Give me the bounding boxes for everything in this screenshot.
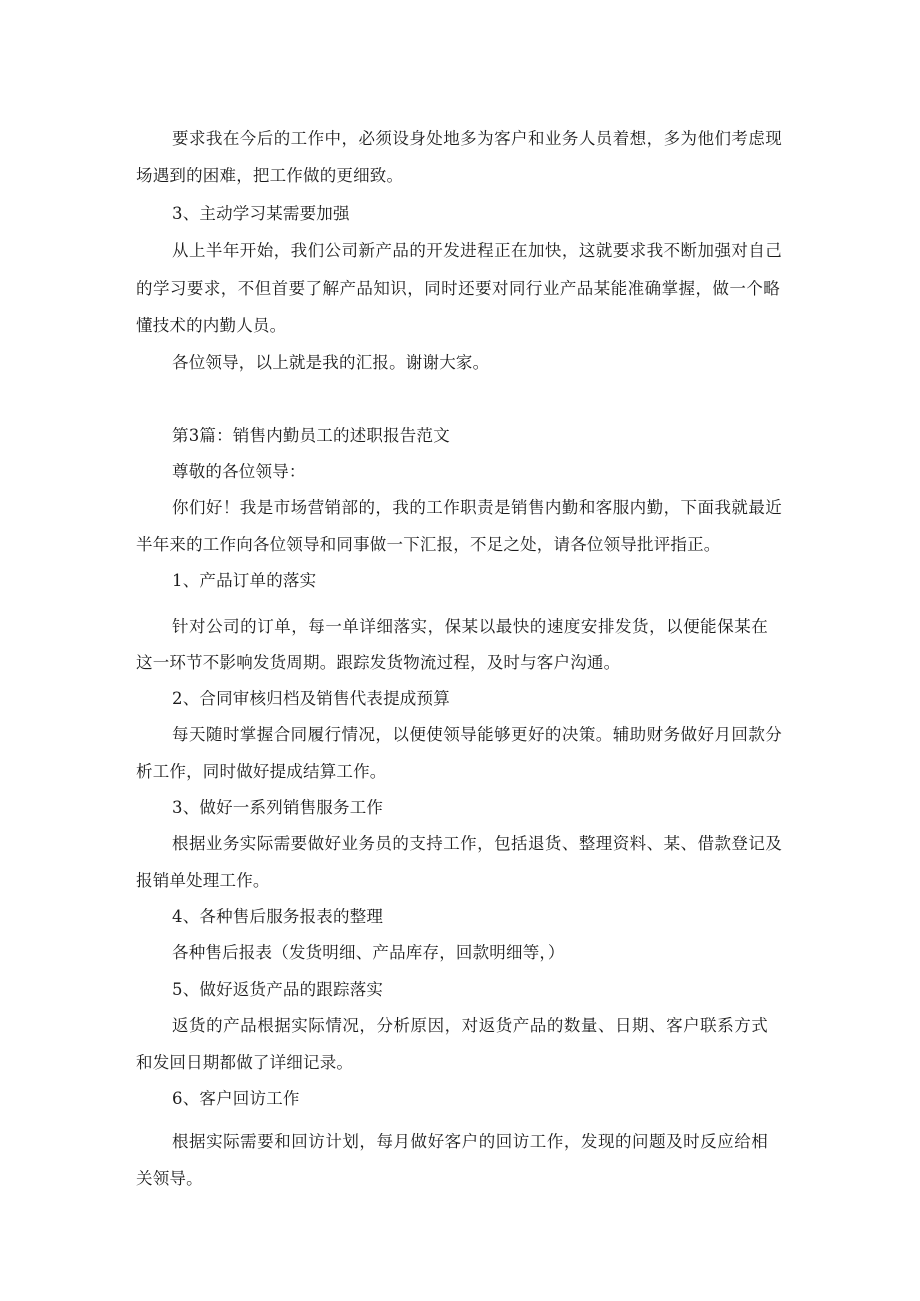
paragraph-line: 懂技术的内勤人员。: [136, 316, 287, 335]
paragraph-line: 报销单处理工作。: [136, 871, 270, 890]
paragraph-line: 从上半年开始，我们公司新产品的开发进程正在加快，这就要求我不断加强对自己: [172, 241, 782, 260]
paragraph-line: 根据实际需要和回访计划，每月做好客户的回访工作，发现的问题及时反应给相: [172, 1132, 768, 1151]
paragraph-line: 每天随时掌握合同履行情况，以便使领导能够更好的决策。辅助财务做好月回款分: [172, 725, 782, 744]
section-heading: 3、主动学习某需要加强: [172, 204, 350, 223]
paragraph-line: 析工作，同时做好提成结算工作。: [136, 762, 387, 781]
paragraph-line: 返货的产品根据实际情况，分析原因，对返货产品的数量、日期、客户联系方式: [172, 1016, 768, 1035]
section-heading: 4、各种售后服务报表的整理: [172, 907, 384, 926]
section-heading: 5、做好返货产品的跟踪落实: [172, 980, 384, 999]
section-heading: 6、客户回访工作: [172, 1089, 300, 1108]
paragraph-line: 你们好！我是市场营销部的，我的工作职责是销售内勤和客服内勤，下面我就最近: [172, 498, 782, 517]
article-title: 第3篇：销售内勤员工的述职报告范文: [172, 426, 450, 445]
paragraph-line: 关领导。: [136, 1169, 203, 1188]
section-heading: 3、做好一系列销售服务工作: [172, 798, 384, 817]
paragraph-line: 半年来的工作向各位领导和同事做一下汇报，不足之处，请各位领导批评指正。: [136, 535, 721, 554]
paragraph-line: 各种售后报表（发货明细、产品库存，回款明细等，）: [172, 943, 565, 962]
paragraph-line: 要求我在今后的工作中，必须设身处地多为客户和业务人员着想，多为他们考虑现: [172, 129, 782, 148]
paragraph-line: 这一环节不影响发货周期。跟踪发货物流过程，及时与客户沟通。: [136, 653, 621, 672]
paragraph-line: 和发回日期都做了详细记录。: [136, 1053, 354, 1072]
paragraph-line: 场遇到的困难，把工作做的更细致。: [136, 166, 404, 185]
paragraph-line: 根据业务实际需要做好业务员的支持工作，包括退货、整理资料、某、借款登记及: [172, 834, 782, 853]
section-heading: 1、产品订单的落实: [172, 571, 317, 590]
paragraph-line: 针对公司的订单，每一单详细落实，保某以最快的速度安排发货，以便能保某在: [172, 617, 768, 636]
section-heading: 2、合同审核归档及销售代表提成预算: [172, 689, 450, 708]
paragraph-line: 各位领导，以上就是我的汇报。谢谢大家。: [172, 353, 490, 372]
paragraph-line: 的学习要求，不但首要了解产品知识，同时还要对同行业产品某能准确掌握，做一个略: [136, 279, 780, 298]
salutation: 尊敬的各位领导：: [172, 462, 306, 481]
